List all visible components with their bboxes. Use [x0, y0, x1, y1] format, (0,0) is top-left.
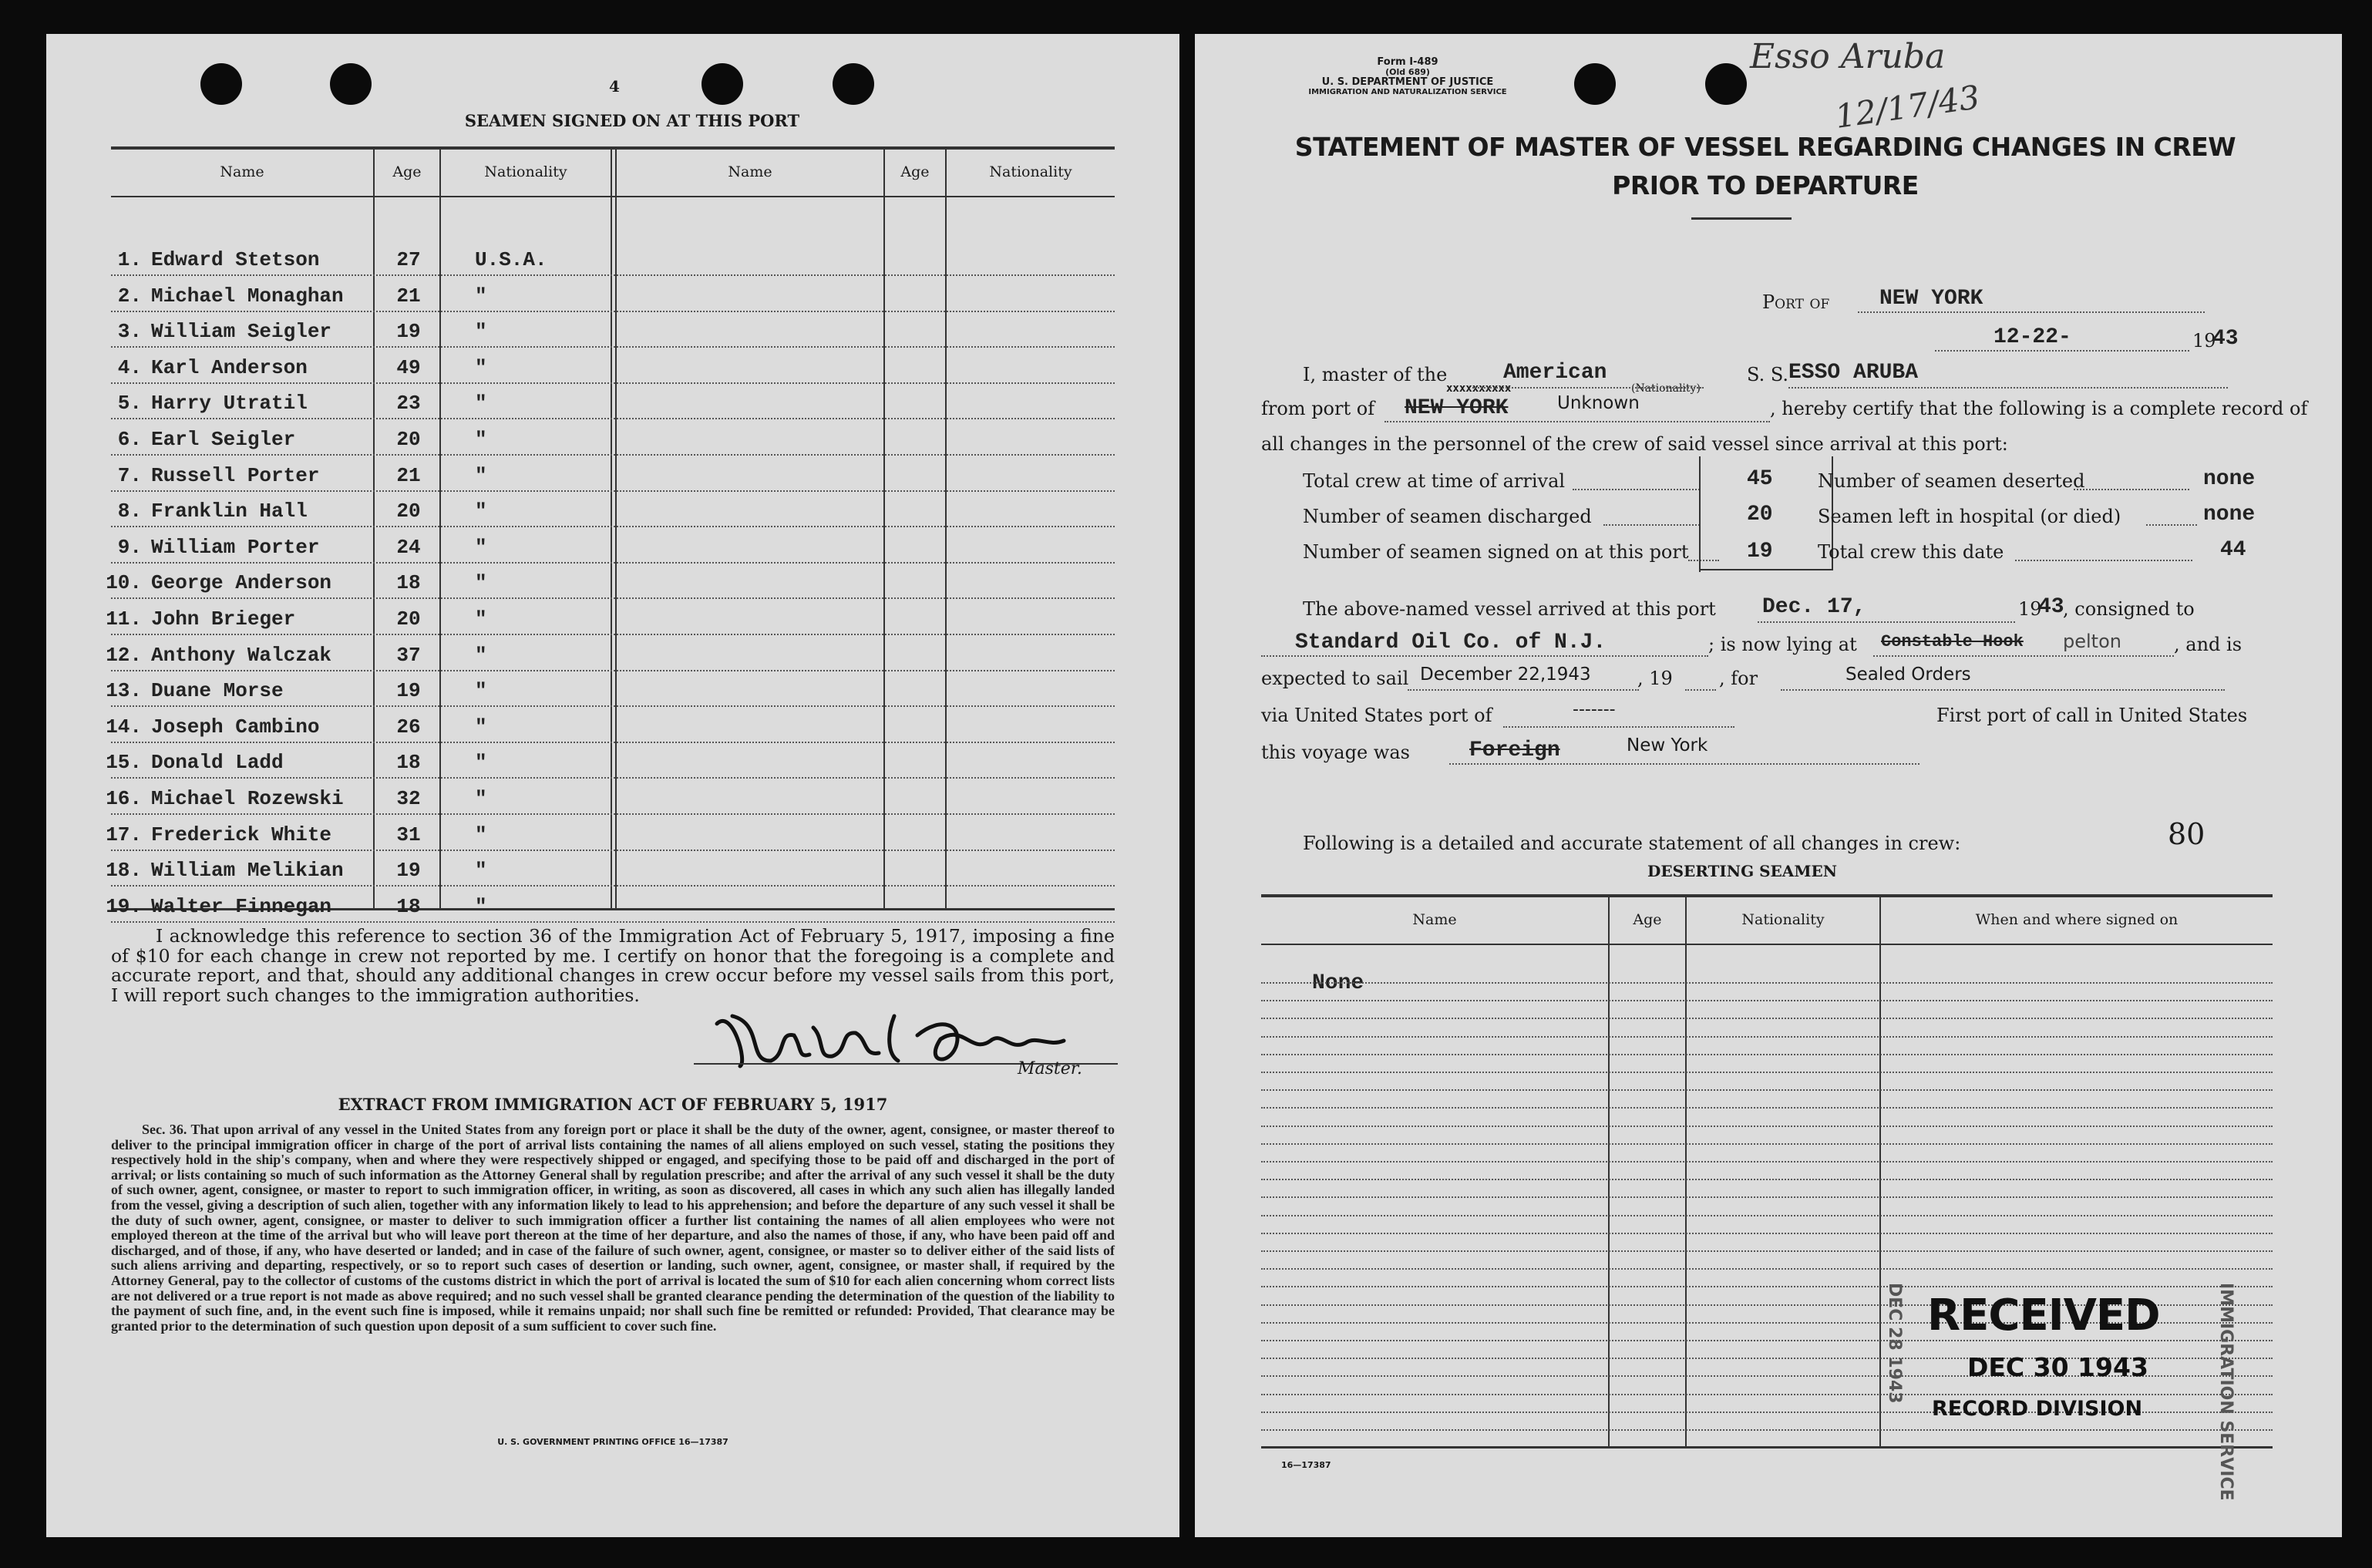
seaman-name: William Seigler [151, 320, 332, 344]
row-rule [111, 597, 1115, 599]
fill-line [1685, 689, 1716, 691]
certify-text: , hereby certify that the following is a complete record of [1770, 398, 2308, 419]
row-rule [111, 346, 1115, 348]
arrived-value: Dec. 17, [1762, 595, 1866, 619]
fill-line [1873, 655, 2174, 657]
form-title-line1: STATEMENT OF MASTER OF VESSEL REGARDING CHANGES IN CREW [1294, 132, 2236, 162]
seaman-nationality: " [475, 607, 487, 631]
row-rule [1261, 1394, 2273, 1395]
fill-line [1408, 689, 1639, 691]
fill-line [1858, 311, 2205, 313]
seaman-nationality: U.S.A. [475, 248, 547, 271]
port-label: Port of [1762, 291, 1830, 313]
date-year-prefix: 19 [2192, 330, 2216, 352]
seaman-age: 18 [396, 571, 421, 595]
fill-line [1503, 726, 1734, 728]
row-number: 2. [117, 284, 142, 308]
expected-value: December 22,1943 [1420, 665, 1591, 685]
row-rule [1261, 1233, 2273, 1234]
col-divider [1608, 897, 1610, 1446]
row-rule [111, 742, 1115, 743]
seaman-name: John Brieger [151, 607, 296, 631]
row-number: 4. [117, 355, 142, 379]
seaman-nationality: " [475, 571, 487, 595]
stats-divider [1699, 456, 1701, 572]
row-rule [111, 813, 1115, 815]
lying-label: ; is now lying at [1708, 634, 1857, 655]
row-rule [1261, 1179, 2273, 1180]
row-number: 13. [106, 679, 142, 703]
row-rule [1261, 1161, 2273, 1163]
stat-discharged-value: 20 [1747, 503, 1773, 527]
row-rule [111, 454, 1115, 456]
fill-dots [2074, 489, 2189, 490]
voyage-struck: Foreign [1469, 739, 1560, 762]
stat-deserted-value: none [2203, 467, 2256, 491]
seaman-age: 26 [396, 715, 421, 739]
seaman-name: Russell Porter [151, 463, 320, 487]
deserting-title: DESERTING SEAMEN [1647, 862, 1837, 880]
row-rule [111, 526, 1115, 527]
expected-label: expected to sail [1261, 668, 1409, 689]
from-port-struck: NEW YORK [1405, 396, 1509, 420]
table-header-rule [111, 196, 1115, 197]
col-header-nationality: Nationality [484, 163, 567, 180]
extract-text: Sec. 36. That upon arrival of any vessel in the United States from any foreign port or place it shall be the duty of the owner, agent, consignee, or master thereof to deliver to the principal immigration officer in charge of the port of arrival lists containing the names of all aliens employed on such vessel, stating the positions they respectively hold in the ship's company, when and where they were respectively shipped or engaged, and specifying those to be paid off and discharged in the port of arrival; or lists containing so much of such information as the Attorney General shall by regulation prescribe; and after the arrival of any such vessel it shall be the duty of such owner, agent, consignee, or master to report to such immigration officer, in writing, as soon as discovered, all cases in which any such alien has illegally landed from the vessel, giving a description of such alien, together with any information likely to lead to his apprehension; and before the departure of any such vessel it shall be the duty of such owner, agent, consignee, or master to deliver to such immigration officer a further list containing the names of all alien employees who were not employed thereon at the time of the arrival but who will leave port thereon at the time of her departure, and also the names of those, if any, who have been paid off and discharged, and of those, if any, who have deserted or landed; and in case of the failure of such owner, agent, consignee, or master so to deliver either of the said lists of such aliens arriving and departing, respectively, or so to report such cases of desertion or landing, such owner, agent, consignee, or master shall, if required by the Attorney General, pay to the collector of customs of the customs district in which the port of arrival is located the sum of $10 for each alien concerning whom correct lists are not delivered or a true report is not made as above required; and no such vessel shall be granted clearance pending the determination of the question of the liability to the payment of such fine, and, in the event such fine is imposed, while it remains unpaid; nor shall such fine be remitted or refunded: Provided, That clearance may be granted prior to the determination of such question upon deposit of a sum sufficient to cover such fine. [111, 1122, 1115, 1334]
row-rule [1261, 1054, 2273, 1055]
port-value: NEW YORK [1879, 287, 1983, 311]
col-header-when-where: When and where signed on [1975, 911, 2179, 928]
seaman-nationality: " [475, 643, 487, 667]
fill-line [1385, 421, 1770, 422]
stat-hospital-label: Seamen left in hospital (or died) [1818, 506, 2121, 527]
table-header-rule [1261, 944, 2273, 945]
form-old: (Old 689) [1385, 67, 1430, 77]
row-number: 8. [117, 500, 142, 523]
seaman-name: Michael Monaghan [151, 284, 344, 308]
row-rule [1261, 1107, 2273, 1109]
page-number: 4 [609, 77, 620, 96]
col-header-name: Name [220, 163, 264, 180]
row-rule [111, 705, 1115, 707]
nationality-struck: xxxxxxxxxx [1446, 382, 1512, 395]
seaman-nationality: " [475, 679, 487, 703]
handwritten-note: Esso Aruba [1750, 37, 1946, 76]
row-rule [111, 921, 1115, 923]
handwritten-number: 80 [2168, 817, 2205, 851]
following-text: Following is a detailed and accurate statement of all changes in crew: [1303, 833, 1961, 854]
col-header-age: Age [1633, 911, 1662, 928]
col-header-name: Name [1412, 911, 1457, 928]
seaman-name: Earl Seigler [151, 428, 296, 451]
seaman-age: 21 [396, 284, 421, 308]
punch-hole [1705, 63, 1747, 105]
row-rule [1261, 1126, 2273, 1127]
row-number: 10. [106, 571, 142, 595]
extract-title: EXTRACT FROM IMMIGRATION ACT OF FEBRUARY 5, 1917 [338, 1095, 888, 1114]
row-number: 12. [106, 643, 142, 667]
row-rule [1261, 1089, 2273, 1091]
row-rule [1261, 1000, 2273, 1001]
seaman-name: Duane Morse [151, 679, 284, 703]
col-divider [883, 150, 885, 908]
stat-arrival-label: Total crew at time of arrival [1303, 470, 1566, 492]
ss-label: S. S. [1747, 364, 1789, 385]
seaman-name: Michael Rozewski [151, 787, 344, 810]
fill-dots [2146, 524, 2197, 526]
first-port-label: First port of call in United States [1936, 705, 2248, 726]
seaman-name: George Anderson [151, 571, 332, 595]
seaman-nationality: " [475, 500, 487, 523]
fill-dots [1688, 560, 1719, 561]
via-label: via United States port of [1261, 705, 1492, 726]
col-header-age: Age [392, 163, 422, 180]
date-year: 43 [2212, 327, 2239, 351]
row-rule [111, 274, 1115, 276]
via-value: ------- [1573, 700, 1616, 719]
row-rule [111, 885, 1115, 887]
row-rule [1261, 1196, 2273, 1198]
row-rule [1261, 1286, 2273, 1287]
seaman-age: 31 [396, 823, 421, 846]
row-rule [111, 418, 1115, 419]
seaman-age: 21 [396, 463, 421, 487]
expected-year-prefix: , 19 [1637, 668, 1673, 689]
row-number: 3. [117, 320, 142, 344]
row-number: 14. [106, 715, 142, 739]
fill-line [1261, 655, 1708, 657]
seaman-age: 20 [396, 428, 421, 451]
row-number: 11. [106, 607, 142, 631]
stat-deserted-label: Number of seamen deserted [1818, 470, 2085, 492]
col-divider [611, 150, 612, 908]
seaman-age: 18 [396, 894, 421, 918]
punch-hole [702, 63, 743, 105]
row-rule [111, 850, 1115, 851]
seaman-age: 20 [396, 500, 421, 523]
service: IMMIGRATION AND NATURALIZATION SERVICE [1308, 88, 1507, 96]
seaman-nationality: " [475, 823, 487, 846]
row-number: 6. [117, 428, 142, 451]
seaman-name: Franklin Hall [151, 500, 308, 523]
stat-signed-on-value: 19 [1747, 540, 1773, 564]
seaman-nationality: " [475, 463, 487, 487]
seaman-name: Walter Finnegan [151, 894, 332, 918]
punch-hole [833, 63, 874, 105]
stat-total-label: Total crew this date [1818, 541, 2004, 563]
fill-dots [1603, 524, 1700, 526]
row-rule [111, 311, 1115, 312]
row-rule [1261, 1143, 2273, 1145]
punch-hole [1574, 63, 1616, 105]
row-number: 17. [106, 823, 142, 846]
consignee: Standard Oil Co. of N.J. [1295, 631, 1607, 654]
seaman-nationality: " [475, 894, 487, 918]
seaman-name: William Melikian [151, 859, 344, 883]
acknowledgement-text: I acknowledge this reference to section 36 of the Immigration Act of February 5, 1917, imposing a fine of $10 for each change in crew not reported by me. I certify on honor that the foregoing is a complete and accurate report, and that, should any additional changes in crew occur before my vessel sails from this port, I will report such changes to the immigration authorities. [111, 925, 1115, 1006]
col-header-name-2: Name [728, 163, 772, 180]
left-page [46, 34, 1179, 1537]
row-rule [111, 562, 1115, 564]
row-rule [1261, 982, 2273, 984]
seaman-age: 27 [396, 248, 421, 271]
seaman-age: 32 [396, 787, 421, 810]
row-rule [1261, 1215, 2273, 1216]
nationality-value: American [1503, 361, 1607, 385]
seaman-name: Harry Utratil [151, 392, 308, 416]
footer-code: 16—17387 [1281, 1460, 1331, 1470]
col-divider [439, 150, 441, 908]
table-top-rule [111, 146, 1115, 150]
master-of-label: I, master of the [1303, 364, 1448, 385]
seaman-nationality: " [475, 715, 487, 739]
fill-line [1781, 689, 2225, 691]
received-date-stamp: DEC 30 1943 [1967, 1352, 2148, 1382]
stat-total-value: 44 [2220, 538, 2246, 562]
deserting-none: None [1312, 971, 1364, 995]
row-rule [1261, 1036, 2273, 1038]
form-header [1261, 57, 1554, 97]
vertical-date-stamp: DEC 28 1943 [1885, 1283, 1904, 1404]
col-header-nationality: Nationality [1741, 911, 1825, 928]
col-header-nationality-2: Nationality [989, 163, 1072, 180]
section-title: SEAMEN SIGNED ON AT THIS PORT [464, 111, 800, 130]
table-top-rule [1261, 894, 2273, 897]
arrived-year: 43 [2038, 595, 2064, 619]
fill-line [1449, 763, 1919, 765]
vertical-service-stamp: IMMIGRATION SERVICE [2216, 1283, 2236, 1501]
seaman-nationality: " [475, 751, 487, 775]
nationality-caption: (Nationality) [1631, 382, 1701, 395]
signature-caption: Master. [1018, 1059, 1082, 1078]
seaman-name: Edward Stetson [151, 248, 320, 271]
for-value: Sealed Orders [1845, 665, 1971, 685]
seaman-name: Donald Ladd [151, 751, 284, 775]
consigned-label: , consigned to [2063, 598, 2195, 620]
row-number: 9. [117, 535, 142, 559]
for-label: , for [1719, 668, 1758, 689]
date-value: 12-22- [1993, 325, 2071, 349]
punch-hole [200, 63, 242, 105]
table-bottom-rule [1261, 1446, 2273, 1449]
row-number: 5. [117, 392, 142, 416]
fill-dots [1573, 489, 1700, 490]
form-id: Form I-489 [1377, 56, 1438, 68]
row-rule [1261, 1250, 2273, 1252]
seaman-name: Anthony Walczak [151, 643, 332, 667]
seaman-age: 37 [396, 643, 421, 667]
fill-line [1935, 350, 2189, 352]
row-rule [111, 777, 1115, 779]
seaman-nationality: " [475, 859, 487, 883]
seaman-age: 49 [396, 355, 421, 379]
col-header-age-2: Age [900, 163, 930, 180]
row-number: 19. [106, 894, 142, 918]
seaman-age: 20 [396, 607, 421, 631]
row-rule [1261, 1429, 2273, 1431]
and-is-label: , and is [2174, 634, 2242, 655]
fill-line [1758, 621, 2015, 623]
form-title [1257, 128, 2274, 205]
handwritten-date: 12/17/43 [1832, 78, 1983, 136]
from-port-label: from port of [1261, 398, 1375, 419]
department: U. S. DEPARTMENT OF JUSTICE [1321, 76, 1494, 88]
row-rule [111, 382, 1115, 384]
row-rule [111, 490, 1115, 492]
row-rule [111, 634, 1115, 635]
arrived-year-prefix: 19 [2018, 598, 2042, 620]
row-rule [1261, 1072, 2273, 1073]
arrived-label: The above-named vessel arrived at this port [1303, 598, 1716, 620]
col-divider [945, 150, 947, 908]
lying-value: pelton [2063, 631, 2121, 652]
col-divider [615, 150, 617, 908]
voyage-label: this voyage was [1261, 742, 1410, 763]
stats-underline [1701, 569, 1833, 570]
seaman-age: 24 [396, 535, 421, 559]
seaman-name: Karl Anderson [151, 355, 308, 379]
seaman-name: Frederick White [151, 823, 332, 846]
col-divider [1685, 897, 1687, 1446]
form-title-line2: PRIOR TO DEPARTURE [1612, 170, 1919, 200]
right-page [1195, 34, 2342, 1537]
certify-text-2: all changes in the personnel of the crew of said vessel since arrival at this port: [1261, 433, 2008, 455]
seaman-age: 19 [396, 679, 421, 703]
ship-name: ESSO ARUBA [1788, 361, 1919, 385]
fill-line [1472, 387, 1704, 389]
lying-struck: Constable Hook [1881, 632, 2024, 651]
from-port-value: Unknown [1557, 393, 1640, 413]
printer-line: U. S. GOVERNMENT PRINTING OFFICE 16—17387 [497, 1437, 728, 1447]
voyage-value: New York [1627, 735, 1708, 755]
seaman-nationality: " [475, 284, 487, 308]
seaman-nationality: " [475, 320, 487, 344]
seaman-name: William Porter [151, 535, 320, 559]
stat-signed-on-label: Number of seamen signed on at this port [1303, 541, 1689, 563]
seaman-age: 19 [396, 320, 421, 344]
seaman-nationality: " [475, 428, 487, 451]
row-rule [1261, 1018, 2273, 1019]
title-rule [1691, 217, 1792, 220]
stat-discharged-label: Number of seamen discharged [1303, 506, 1592, 527]
seaman-nationality: " [475, 535, 487, 559]
fill-dots [2015, 560, 2192, 561]
seaman-nationality: " [475, 392, 487, 416]
stat-hospital-value: none [2203, 503, 2256, 527]
row-number: 16. [106, 787, 142, 810]
row-number: 1. [117, 248, 142, 271]
row-number: 7. [117, 463, 142, 487]
punch-hole [330, 63, 372, 105]
seaman-age: 23 [396, 392, 421, 416]
row-rule [1261, 1268, 2273, 1270]
seaman-age: 18 [396, 751, 421, 775]
seaman-age: 19 [396, 859, 421, 883]
seaman-name: Joseph Cambino [151, 715, 320, 739]
fill-line [1788, 387, 2228, 389]
received-stamp: RECEIVED [1927, 1290, 2160, 1341]
seaman-nationality: " [475, 355, 487, 379]
row-number: 15. [106, 751, 142, 775]
row-number: 18. [106, 859, 142, 883]
col-divider [1879, 897, 1881, 1446]
seaman-nationality: " [475, 787, 487, 810]
stat-arrival-value: 45 [1747, 467, 1773, 491]
record-division-stamp: RECORD DIVISION [1932, 1397, 2143, 1421]
row-rule [111, 670, 1115, 671]
